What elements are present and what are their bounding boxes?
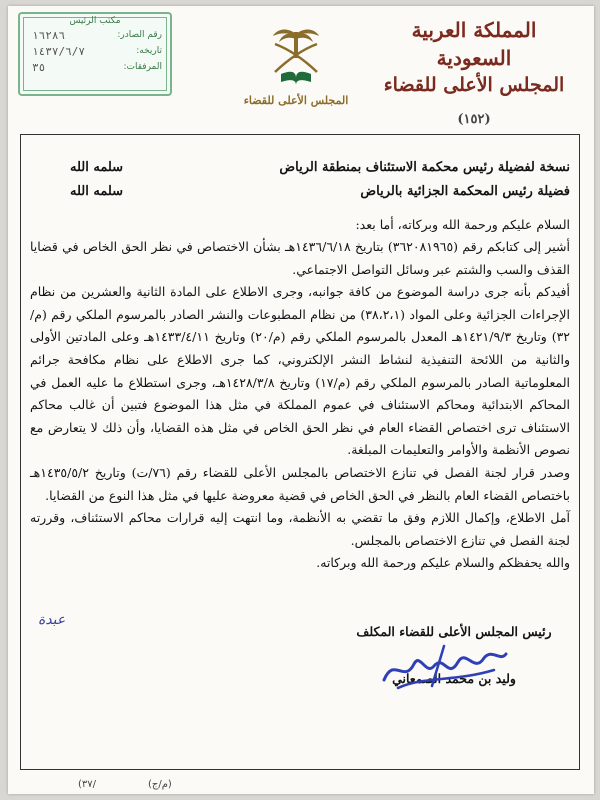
letter-body xyxy=(30,156,570,575)
greeting: السلام عليكم ورحمة الله وبركاته، أما بعد: xyxy=(355,217,570,232)
paragraph-reference: أشير إلى كتابكم رقم (٣٦٢٠٨١٩٦٥) بتاريخ ١٤٣٦/٦/١٨هـ بشأن الاختصاص في نظر الحق الخاص في قضايا القذف والسب والشتم عبر وسائل التواصل الاجتماعي. xyxy=(30,239,570,277)
addressee-2-text: فضيلة رئيس المحكمة الجزائية بالرياض xyxy=(360,184,570,199)
addressee-1-text: نسخة لفضيلة رئيس محكمة الاستئناف بمنطقة الرياض xyxy=(279,160,570,175)
letter-page xyxy=(8,6,594,794)
stamp-number-label: رقم الصادر: xyxy=(117,30,162,40)
stamp-date-label: تاريخه: xyxy=(136,46,162,56)
stamp-title: مكتب الرئيس xyxy=(69,16,121,26)
footer-code-2: (م/ج) xyxy=(148,779,172,790)
handwritten-initial: عبدة xyxy=(38,612,66,628)
emblem xyxy=(236,22,356,122)
registration-stamp xyxy=(18,12,172,96)
stamp-number-value: ١٦٢٨٦ xyxy=(32,29,66,42)
signatory-name: وليد بن محمد الصمعاني xyxy=(392,671,516,686)
organization-header xyxy=(374,16,574,127)
saudi-emblem-icon xyxy=(261,22,331,92)
org-name-line1: المملكة العربية السعودية xyxy=(411,18,537,70)
stamp-attachments-value: ٣٥ xyxy=(32,61,46,74)
paragraph-closing: والله يحفظكم والسلام عليكم ورحمة الله وبركاته. xyxy=(316,555,570,571)
addressee-2 xyxy=(30,180,570,204)
paragraph-findings: أفيدكم بأنه جرى دراسة الموضوع من كافة جوانبه، وجرى الاطلاع على المادة الثانية والعشرين من نظام الإجراءات الجزائية وعلى المواد (٣٨،٢،١) من نظام المطبوعات والنشر الصادر بالمرسوم الملكي رقم (م/ ٣٢) وتاريخ ١٤٢١/٩/٣هـ المعدل بالمرسوم الملكي رقم (م/٢٠) وتاريخ ١٤٣٣/٤/١١هـ وعلى المادتين الأولى والثانية من اللائحة التنفيذية لنشاط النشر الإلكتروني، كما جرى الاطلاع على نظام مكافحة جرائم المعلوماتية الصادر بالمرسوم الملكي رقم (م/١٧) وتاريخ ١٤٢٨/٣/٨هـ، وجرى استطلاع ما عليه العمل في المحاكم الابتدائية ومحاكم الاستئناف في عموم المملكة في مثل هذا الموضوع فتبين أن غالب محاكم الاستئناف ترى اختصاص القضاء العام في نظر الحق الخاص في مثل هذه القضايا، وأن ذلك لا يتعارض مع نصوص الأنظمة والأوامر والتعليمات المبلغة. xyxy=(30,284,571,458)
emblem-caption: المجلس الأعلى للقضاء xyxy=(243,94,349,107)
addressee-1-salutation: سلمه الله xyxy=(70,160,124,175)
stamp-date-value: ١٤٣٧/٦/٧ xyxy=(32,45,85,58)
addressee-1 xyxy=(30,156,570,180)
handwritten-signature xyxy=(374,636,514,696)
stamp-attachments-label: المرفقات: xyxy=(123,62,162,72)
signatory-title: رئيس المجلس الأعلى للقضاء المكلف xyxy=(356,624,552,639)
addressee-2-salutation: سلمه الله xyxy=(70,184,124,199)
paragraph-request: آمل الاطلاع، وإكمال اللازم وفق ما تقضي به الأنظمة، وما انتهت إليه قرارات محاكم الاستئناف، وقررته لجنة الفصل في تنازع الاختصاص بالمجلس. xyxy=(30,510,570,548)
org-name-line2: المجلس الأعلى للقضاء xyxy=(383,74,565,96)
footer-code-1: (٣٧/ xyxy=(78,779,97,790)
paragraph-decision: وصدر قرار لجنة الفصل في تنازع الاختصاص بالمجلس الأعلى للقضاء رقم (٧٦/ت) وتاريخ ١٤٣٥/٥/٢هـ باختصاص القضاء العام بالنظر في الحق الخاص في قضية معروضة عليها في مثل هذا النوع من القضايا. xyxy=(30,464,570,503)
document-number: (١٥٢) xyxy=(457,112,491,127)
